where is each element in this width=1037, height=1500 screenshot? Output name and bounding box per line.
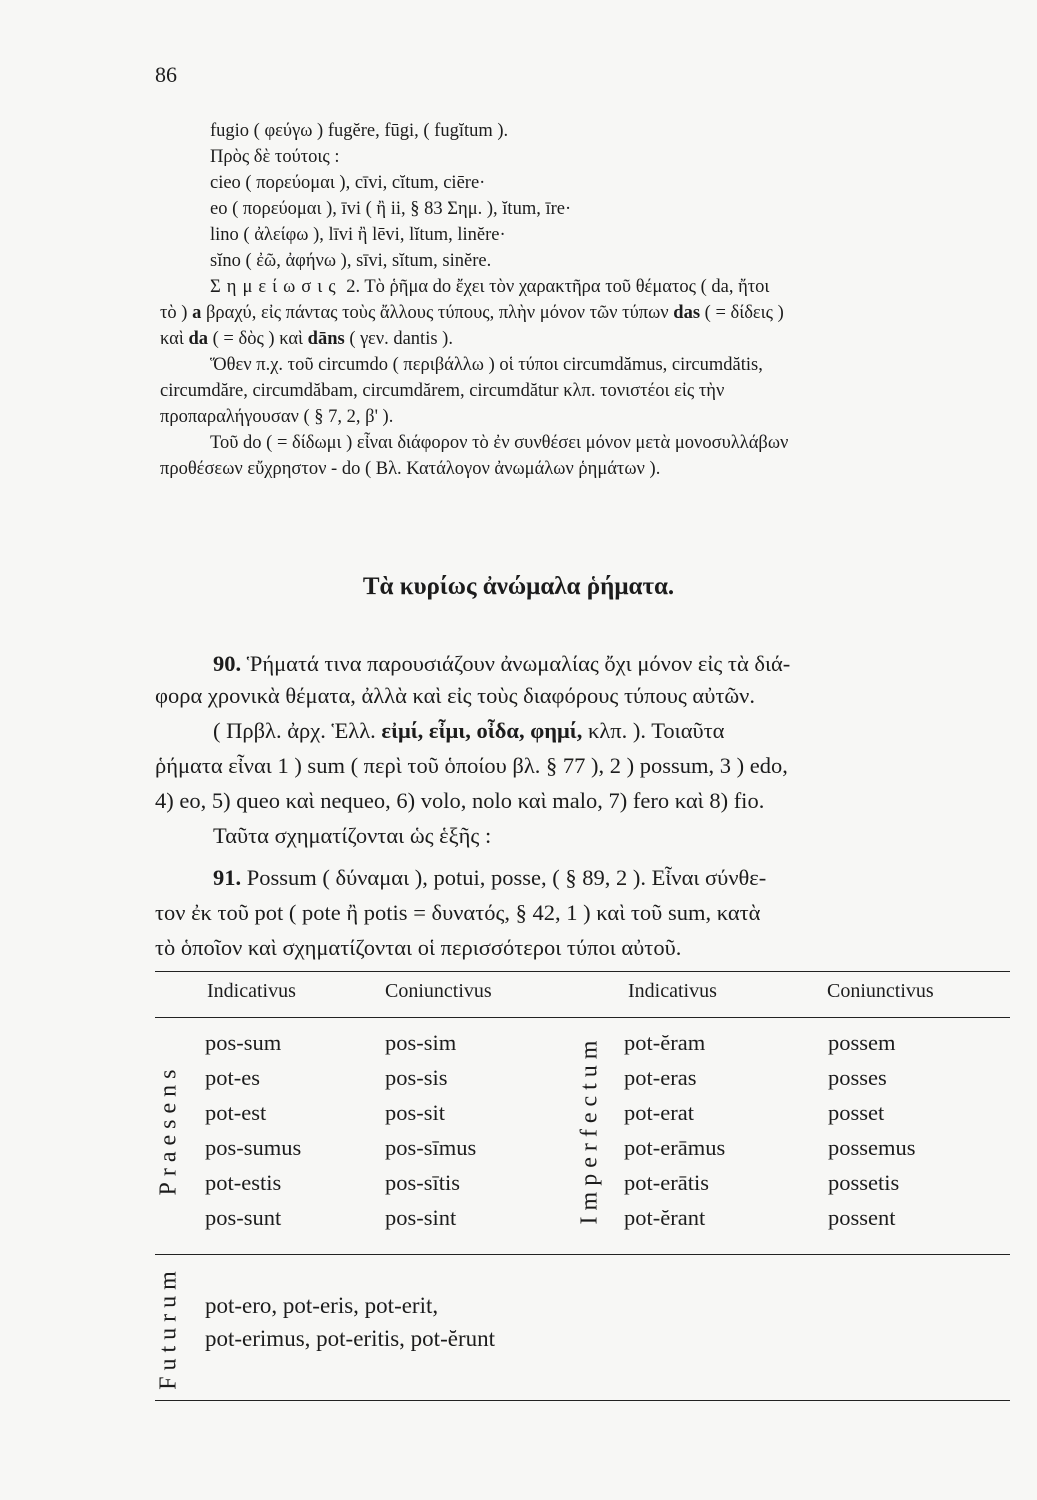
table-cell: pot-est (205, 1100, 267, 1125)
s91-line-2: τον ἐκ τοῦ pot ( pote ἢ potis = δυνατός, § 42, 1 ) καὶ τοῦ sum, κατὰ (155, 900, 761, 925)
header-coniunctivus-1: Coniunctivus (385, 980, 492, 1002)
table-cell: pot-eras (624, 1065, 697, 1090)
verb-line-lino: lino ( ἀλείφω ), līvi ἢ lēvi, lĭtum, linĕre· (210, 225, 506, 245)
note-line-7: Τοῦ do ( = δίδωμι ) εἶναι διάφορον τὸ ἐν συνθέσει μόνον μετὰ μονοσυλλάβων (210, 433, 789, 453)
table-bottom-rule (155, 1400, 1010, 1401)
verb-line-fugio: fugio ( φεύγω ) fugĕre, fūgi, ( fugĭtum ). (210, 121, 509, 141)
note-line-1: Σημείωσις 2. Τὸ ῥῆμα do ἔχει τὸν χαρακτῆρα τοῦ θέματος ( da, ἤτοι (210, 277, 770, 297)
imperfectum-label: Imperfectum (576, 1034, 603, 1225)
note-line-3: καὶ da ( = δὸς ) καὶ dāns ( γεν. dantis ). (160, 329, 453, 349)
futurum-line-2: pot-erimus, pot-eritis, pot-ĕrunt (205, 1326, 495, 1351)
note-line-2: τὸ ) a βραχύ, εἰς πάντας τοὺς ἄλλους τύπους, πλὴν μόνον τῶν τύπων das ( = δίδεις ) (160, 303, 784, 323)
table-cell: pos-sint (385, 1205, 457, 1230)
table-cell: posses (828, 1065, 887, 1090)
table-cell: pot-ĕram (624, 1030, 706, 1055)
table-header-rule (155, 1017, 1010, 1018)
table-cell: pos-sit (385, 1100, 446, 1125)
note-line-6: προπαραλήγουσαν ( § 7, 2, β' ). (160, 407, 394, 427)
table-cell: pos-sum (205, 1030, 282, 1055)
s90-line-4: ῥήματα εἶναι 1 ) sum ( περὶ τοῦ ὁποίου βλ. § 77 ), 2 ) possum, 3 ) edo, (155, 753, 788, 778)
s90-line-3: ( Πρβλ. ἀρχ. Ἑλλ. εἰμί, εἶμι, οἶδα, φημί, κλπ. ). Τοιαῦτα (213, 718, 725, 743)
table-cell: pos-sim (385, 1030, 457, 1055)
s90-line-5: 4) eo, 5) queo καὶ nequeo, 6) volo, nolo καὶ malo, 7) fero καὶ 8) fio. (155, 788, 765, 813)
table-cell: pot-estis (205, 1170, 282, 1195)
header-indicativus-1: Indicativus (207, 980, 296, 1002)
table-cell: posset (828, 1100, 885, 1125)
verb-line-intro: Πρὸς δὲ τούτοις : (210, 147, 340, 167)
header-coniunctivus-2: Coniunctivus (827, 980, 934, 1002)
table-cell: pot-erāmus (624, 1135, 726, 1160)
table-top-rule (155, 971, 1010, 972)
table-cell: pos-sumus (205, 1135, 302, 1160)
table-cell: possemus (828, 1135, 916, 1160)
note-line-5: circumdăre, circumdăbam, circumdărem, circumdătur κλπ. τονιστέοι εἰς τὴν (160, 381, 725, 401)
verb-line-eo: eo ( πορεύομαι ), īvi ( ἢ ii, § 83 Σημ. ), ĭtum, īre· (210, 199, 572, 219)
verb-line-sino: sĭno ( ἐῶ, ἀφήνω ), sīvi, sĭtum, sinĕre. (210, 251, 492, 271)
s91-line-1: 91. Possum ( δύναμαι ), potui, posse, ( § 89, 2 ). Εἶναι σύνθε- (213, 865, 767, 890)
table-cell: pos-sis (385, 1065, 448, 1090)
note-line-4: Ὅθεν π.χ. τοῦ circumdo ( περιβάλλω ) οἱ τύποι circumdămus, circumdătis, (210, 355, 763, 375)
table-cell: possetis (828, 1170, 900, 1195)
s90-line-6: Ταῦτα σχηματίζονται ὡς ἑξῆς : (213, 823, 492, 848)
table-cell: pot-ĕrant (624, 1205, 706, 1230)
futurum-label: Futurum (155, 1265, 182, 1390)
table-cell: possem (828, 1030, 896, 1055)
table-cell: pot-es (205, 1065, 260, 1090)
praesens-label: Praesens (155, 1063, 182, 1196)
table-cell: pos-sītis (385, 1170, 461, 1195)
table-cell: pot-erātis (624, 1170, 709, 1195)
futurum-line-1: pot-ero, pot-eris, pot-erit, (205, 1293, 439, 1318)
s90-line-1: 90. Ῥήματά τινα παρουσιάζουν ἀνωμαλίας ὄχι μόνον εἰς τὰ διά- (213, 651, 791, 676)
table-mid-rule (155, 1254, 1010, 1255)
header-indicativus-2: Indicativus (628, 980, 717, 1002)
note-line-8: προθέσεων εὔχρηστον - do ( Βλ. Κατάλογον ἀνωμάλων ῥημάτων ). (160, 459, 661, 479)
section-heading: Τὰ κυρίως ἀνώμαλα ῥήματα. (362, 573, 675, 600)
s91-line-3: τὸ ὁποῖον καὶ σχηματίζονται οἱ περισσότεροι τύποι αὐτοῦ. (155, 935, 682, 960)
s90-line-2: φορα χρονικὰ θέματα, ἀλλὰ καὶ εἰς τοὺς διαφόρους τύπους αὐτῶν. (155, 683, 755, 708)
table-cell: possent (828, 1205, 896, 1230)
table-cell: pos-sīmus (385, 1135, 477, 1160)
table-cell: pos-sunt (205, 1205, 282, 1230)
page-number: 86 (155, 62, 177, 87)
table-cell: pot-erat (624, 1100, 694, 1125)
verb-line-cieo: cieo ( πορεύομαι ), cīvi, cĭtum, ciēre· (210, 173, 486, 193)
